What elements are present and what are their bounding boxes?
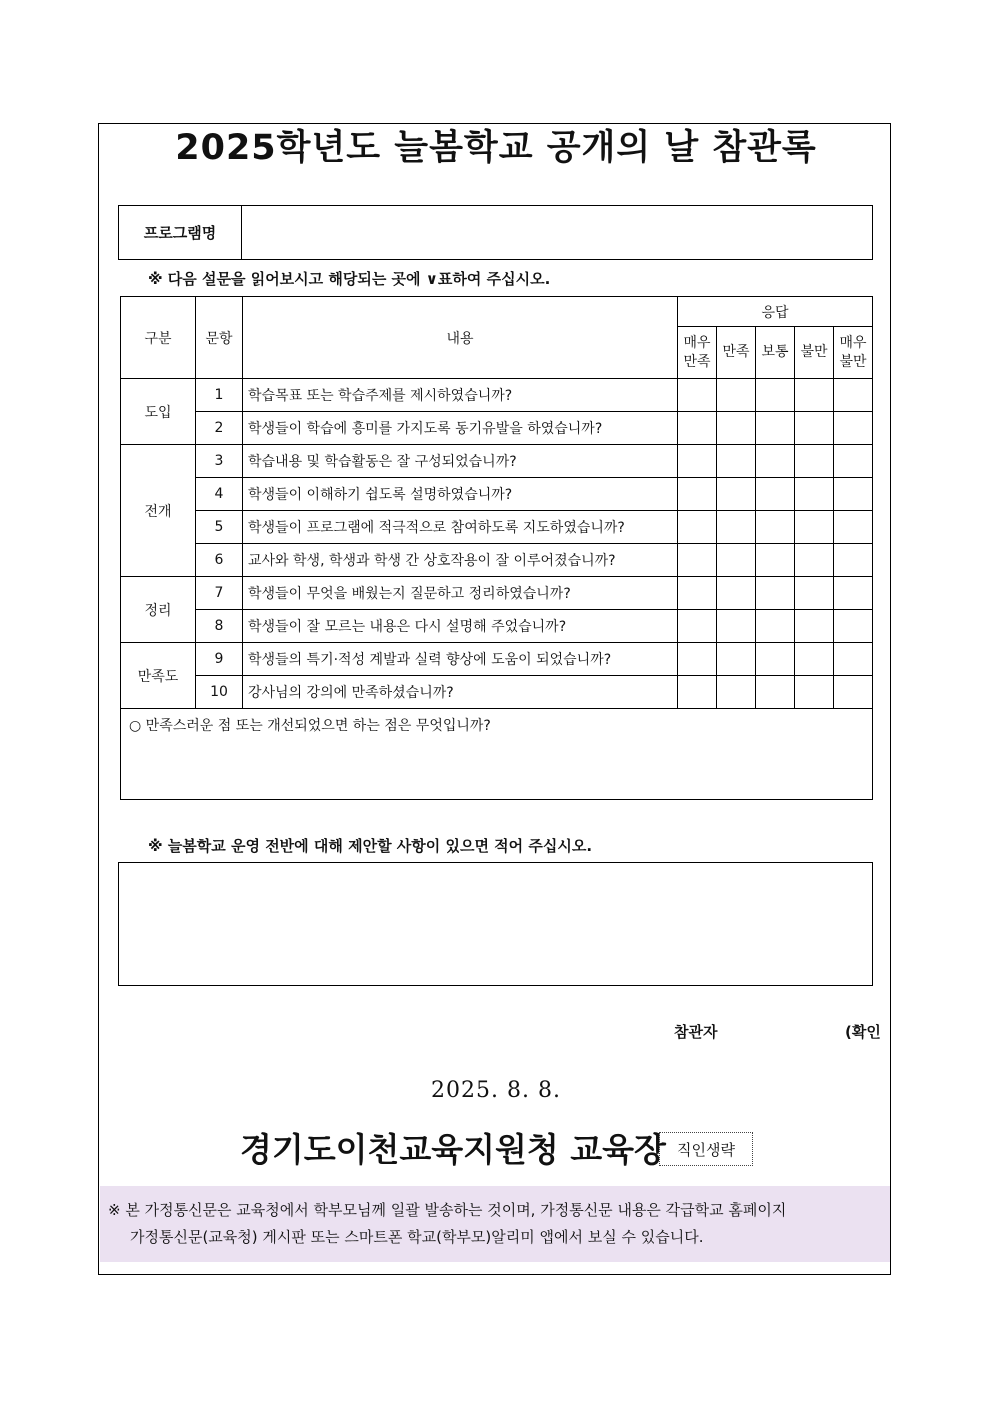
question-text: 학생들의 특기·적성 계발과 실력 향상에 도움이 되었습니까? [243,643,678,676]
category-cell: 만족도 [121,643,196,709]
rating-checkbox-cell[interactable] [756,676,795,709]
question-number: 9 [196,643,243,676]
issue-date: 2025. 8. 8. [431,1078,561,1103]
seal-omitted-stamp: 직인생략 [659,1132,753,1166]
rating-checkbox-cell[interactable] [834,412,873,445]
issuer-name: 경기도이천교육지원청 교육장 [240,1130,666,1169]
rating-checkbox-cell[interactable] [678,643,717,676]
rating-checkbox-cell[interactable] [678,379,717,412]
table-row [121,478,873,511]
question-text: 학습목표 또는 학습주제를 제시하였습니까? [243,379,678,412]
rating-checkbox-cell[interactable] [795,676,834,709]
observer-label: 참관자 [674,1023,718,1041]
program-name-label: 프로그램명 [119,206,242,259]
rating-checkbox-cell[interactable] [678,412,717,445]
rating-checkbox-cell[interactable] [717,379,756,412]
program-name-field[interactable] [242,206,872,259]
question-number: 6 [196,544,243,577]
header-rating-4: 매우 불만 [834,327,873,379]
header-rating-2: 보통 [756,327,795,379]
rating-checkbox-cell[interactable] [717,610,756,643]
table-row [121,379,873,412]
table-row [121,412,873,445]
rating-checkbox-cell[interactable] [756,610,795,643]
rating-checkbox-cell[interactable] [756,412,795,445]
rating-checkbox-cell[interactable] [678,676,717,709]
rating-checkbox-cell[interactable] [756,511,795,544]
question-number: 8 [196,610,243,643]
table-row [121,544,873,577]
rating-checkbox-cell[interactable] [756,478,795,511]
question-text: 학습내용 및 학습활동은 잘 구성되었습니까? [243,445,678,478]
rating-checkbox-cell[interactable] [678,478,717,511]
rating-checkbox-cell[interactable] [756,643,795,676]
rating-checkbox-cell[interactable] [756,544,795,577]
confirm-label: (확인 [845,1023,881,1041]
question-number: 10 [196,676,243,709]
rating-checkbox-cell[interactable] [678,610,717,643]
rating-checkbox-cell[interactable] [756,445,795,478]
question-text: 교사와 학생, 학생과 학생 간 상호작용이 잘 이루어졌습니까? [243,544,678,577]
rating-checkbox-cell[interactable] [834,643,873,676]
rating-checkbox-cell[interactable] [717,511,756,544]
rating-checkbox-cell[interactable] [756,577,795,610]
rating-checkbox-cell[interactable] [717,544,756,577]
header-content: 내용 [243,297,678,379]
rating-checkbox-cell[interactable] [795,478,834,511]
rating-checkbox-cell[interactable] [834,610,873,643]
header-category: 구분 [121,297,196,379]
rating-checkbox-cell[interactable] [834,478,873,511]
rating-checkbox-cell[interactable] [717,412,756,445]
suggestion-box[interactable] [118,862,873,986]
question-text: 학생들이 무엇을 배웠는지 질문하고 정리하였습니까? [243,577,678,610]
category-cell: 정리 [121,577,196,643]
question-text: 학생들이 이해하기 쉽도록 설명하였습니까? [243,478,678,511]
survey-table [120,296,873,800]
rating-checkbox-cell[interactable] [717,643,756,676]
rating-checkbox-cell[interactable] [717,676,756,709]
rating-checkbox-cell[interactable] [834,445,873,478]
question-number: 5 [196,511,243,544]
rating-checkbox-cell[interactable] [678,511,717,544]
rating-checkbox-cell[interactable] [795,577,834,610]
rating-checkbox-cell[interactable] [717,478,756,511]
question-text: 학생들이 잘 모르는 내용은 다시 설명해 주었습니까? [243,610,678,643]
table-row [121,610,873,643]
program-name-row [118,205,873,260]
rating-checkbox-cell[interactable] [717,577,756,610]
rating-checkbox-cell[interactable] [795,643,834,676]
table-row [121,643,873,676]
header-rating-0: 매우 만족 [678,327,717,379]
table-row [121,577,873,610]
page-title: 2025학년도 늘봄학교 공개의 날 참관록 [175,128,817,168]
footer-notice [100,1186,890,1262]
rating-checkbox-cell[interactable] [834,676,873,709]
table-row [121,445,873,478]
question-text: 학생들이 학습에 흥미를 가지도록 동기유발을 하였습니까? [243,412,678,445]
open-question: ○ 만족스러운 점 또는 개선되었으면 하는 점은 무엇입니까? [129,718,491,734]
survey-instruction: ※ 다음 설문을 읽어보시고 해당되는 곳에 ∨표하여 주십시오. [148,270,551,288]
header-rating-1: 만족 [717,327,756,379]
footer-line-1: ※ 본 가정통신문은 교육청에서 학부모님께 일괄 발송하는 것이며, 가정통신문 내용은 각급학교 홈페이지 [108,1201,787,1219]
rating-checkbox-cell[interactable] [795,511,834,544]
rating-checkbox-cell[interactable] [795,544,834,577]
open-question-cell[interactable] [121,709,873,800]
question-number: 2 [196,412,243,445]
rating-checkbox-cell[interactable] [678,544,717,577]
rating-checkbox-cell[interactable] [756,379,795,412]
rating-checkbox-cell[interactable] [795,379,834,412]
question-text: 학생들이 프로그램에 적극적으로 참여하도록 지도하였습니까? [243,511,678,544]
table-row [121,676,873,709]
question-number: 7 [196,577,243,610]
table-row [121,511,873,544]
header-rating-3: 불만 [795,327,834,379]
category-cell: 도입 [121,379,196,445]
rating-checkbox-cell[interactable] [834,511,873,544]
footer-line-2: 가정통신문(교육청) 게시판 또는 스마트폰 학교(학부모)알리미 앱에서 보실 수 있습니다. [130,1228,704,1246]
suggestion-instruction: ※ 늘봄학교 운영 전반에 대해 제안할 사항이 있으면 적어 주십시오. [148,837,593,855]
header-number: 문항 [196,297,243,379]
rating-checkbox-cell[interactable] [678,445,717,478]
category-cell: 전개 [121,445,196,577]
rating-checkbox-cell[interactable] [795,610,834,643]
question-text: 강사님의 강의에 만족하셨습니까? [243,676,678,709]
question-number: 4 [196,478,243,511]
rating-checkbox-cell[interactable] [834,577,873,610]
rating-checkbox-cell[interactable] [717,445,756,478]
rating-checkbox-cell[interactable] [834,544,873,577]
rating-checkbox-cell[interactable] [795,445,834,478]
rating-checkbox-cell[interactable] [795,412,834,445]
question-number: 3 [196,445,243,478]
question-number: 1 [196,379,243,412]
rating-checkbox-cell[interactable] [834,379,873,412]
rating-checkbox-cell[interactable] [678,577,717,610]
header-response: 응답 [678,297,873,327]
